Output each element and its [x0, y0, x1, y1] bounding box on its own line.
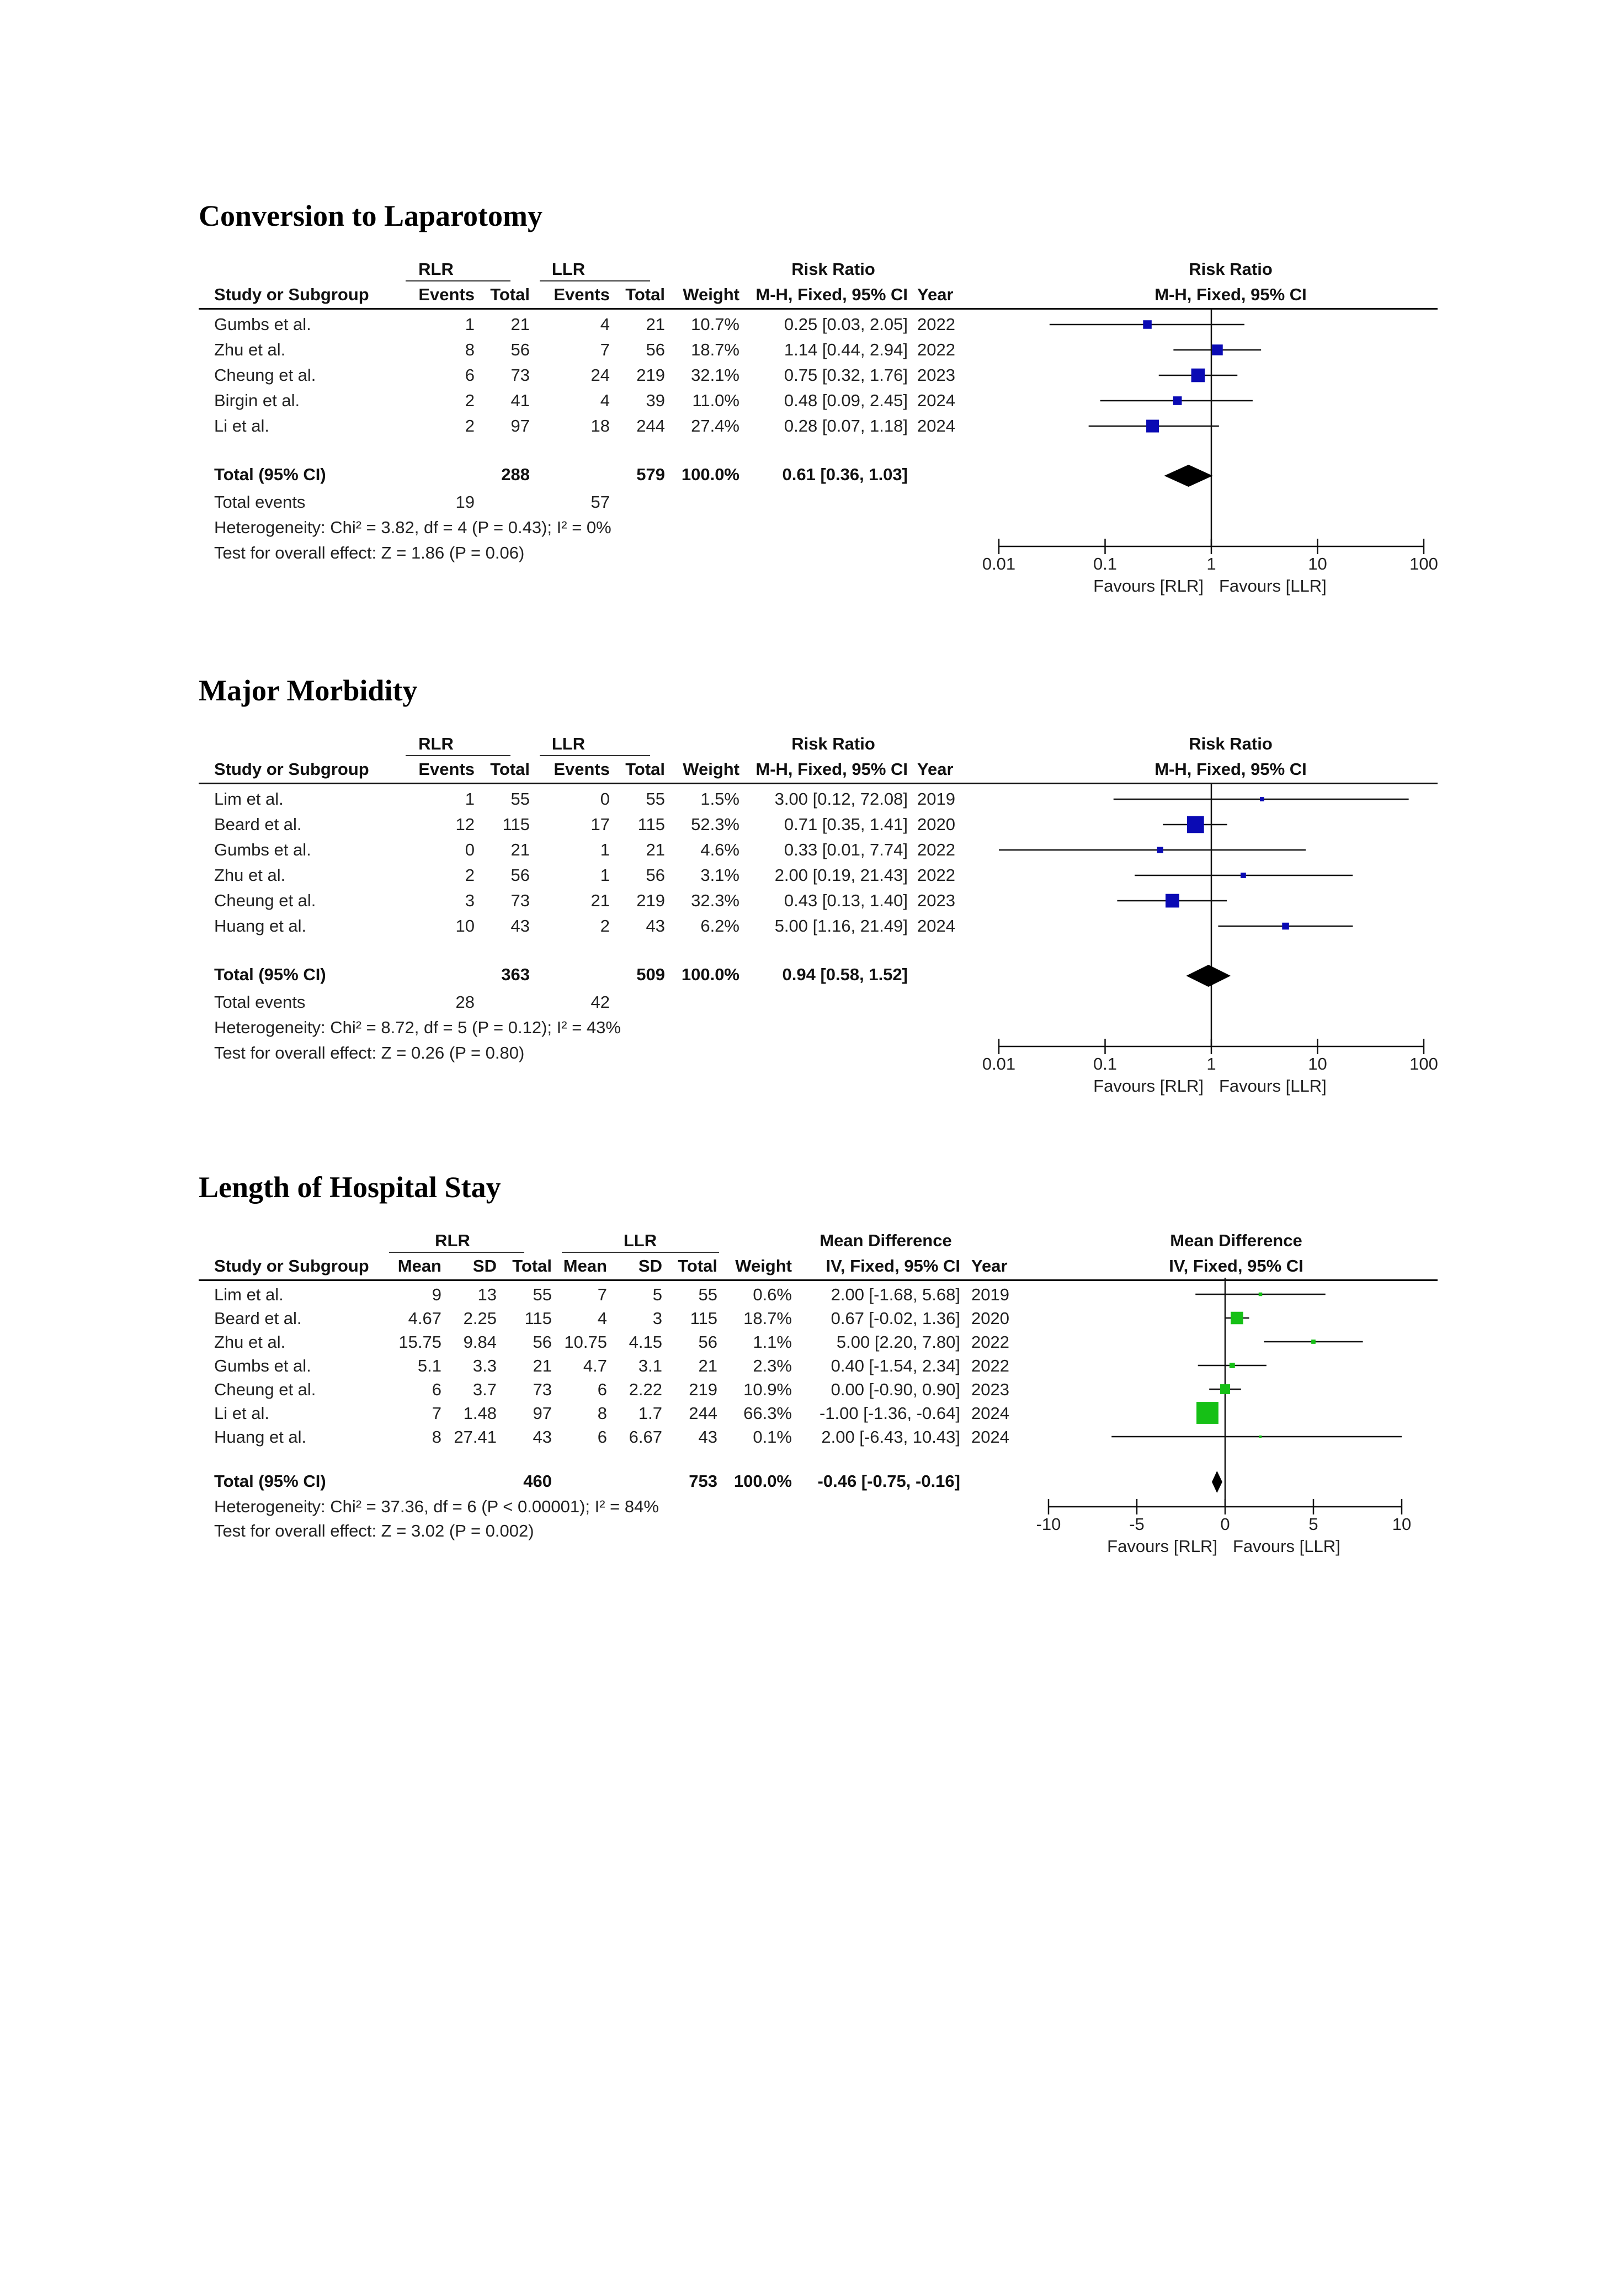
- total2: 244: [636, 416, 665, 435]
- col-header-year: Year: [971, 1256, 1008, 1275]
- effect-square: [1157, 847, 1163, 853]
- total2: 219: [689, 1380, 717, 1399]
- overall-effect-text: Test for overall effect: Z = 1.86 (P = 0.06): [214, 543, 525, 562]
- weight: 18.7%: [691, 340, 739, 359]
- heterogeneity-text: Heterogeneity: Chi² = 37.36, df = 6 (P < 0.00001); I² = 84%: [214, 1497, 659, 1516]
- col-header-events1: Events: [418, 759, 475, 779]
- events1-total: 19: [455, 492, 475, 512]
- year: 2020: [971, 1309, 1009, 1328]
- year: 2022: [917, 865, 955, 885]
- events1: 6: [465, 365, 475, 385]
- measure-header: Mean Difference: [820, 1231, 952, 1250]
- col-header-total2: Total: [678, 1256, 717, 1275]
- sd2: 6.67: [629, 1427, 662, 1447]
- total2: 43: [646, 916, 665, 936]
- col-header-events1: Events: [418, 285, 475, 304]
- events1: 0: [465, 840, 475, 859]
- measure-header: Risk Ratio: [791, 734, 875, 753]
- effect-square: [1143, 320, 1152, 329]
- effect-ci: 2.00 [-6.43, 10.43]: [821, 1427, 960, 1447]
- weight: 32.1%: [691, 365, 739, 385]
- x-tick-label: 0: [1220, 1514, 1230, 1534]
- overall-effect-text: Test for overall effect: Z = 3.02 (P = 0.002): [214, 1521, 534, 1540]
- study-name: Zhu et al.: [214, 865, 286, 885]
- events1: 2: [465, 391, 475, 410]
- total2: 55: [646, 789, 665, 809]
- x-tick-label: 10: [1308, 1054, 1327, 1073]
- events1: 8: [465, 340, 475, 359]
- total1: 21: [510, 840, 530, 859]
- events1-total: 28: [455, 992, 475, 1012]
- events-label: Total events: [214, 992, 306, 1012]
- group2-header: LLR: [551, 734, 586, 753]
- events2: 2: [600, 916, 610, 936]
- effect-ci: 0.71 [0.35, 1.41]: [784, 815, 908, 834]
- study-name: Gumbs et al.: [214, 840, 311, 859]
- total1: 21: [533, 1356, 552, 1375]
- col-header-total1: Total: [490, 285, 530, 304]
- weight: 3.1%: [700, 865, 739, 885]
- plot-method-header: M-H, Fixed, 95% CI: [1154, 759, 1307, 779]
- col-header-study: Study or Subgroup: [214, 1256, 369, 1275]
- events1: 2: [465, 865, 475, 885]
- plot-method-header: M-H, Fixed, 95% CI: [1154, 285, 1307, 304]
- weight: 4.6%: [700, 840, 739, 859]
- events1: 1: [465, 789, 475, 809]
- effect-ci: 0.00 [-0.90, 0.90]: [831, 1380, 960, 1399]
- col-header-ci: IV, Fixed, 95% CI: [826, 1256, 960, 1275]
- mean1: 5.1: [417, 1356, 441, 1375]
- forest-plot: [199, 259, 1440, 602]
- sd1: 13: [477, 1285, 497, 1304]
- sd2: 3.1: [638, 1356, 662, 1375]
- effect-ci: 0.33 [0.01, 7.74]: [784, 840, 908, 859]
- total1: 55: [533, 1285, 552, 1304]
- study-name: Lim et al.: [214, 1285, 284, 1304]
- total-label: Total (95% CI): [214, 1471, 326, 1491]
- year: 2022: [917, 315, 955, 334]
- x-tick-label: 10: [1392, 1514, 1412, 1534]
- weight: 66.3%: [743, 1404, 792, 1423]
- study-name: Beard et al.: [214, 815, 302, 834]
- events2-total: 42: [590, 992, 610, 1012]
- col-header-year: Year: [917, 759, 954, 779]
- mean2: 4: [597, 1309, 607, 1328]
- mean1: 4.67: [408, 1309, 441, 1328]
- study-name: Zhu et al.: [214, 340, 286, 359]
- total2: 21: [646, 315, 665, 334]
- effect-ci: 0.67 [-0.02, 1.36]: [831, 1309, 960, 1328]
- col-header-study: Study or Subgroup: [214, 759, 369, 779]
- total1: 115: [502, 815, 530, 834]
- effect-square: [1259, 1436, 1262, 1438]
- weight: 27.4%: [691, 416, 739, 435]
- events2: 4: [600, 391, 610, 410]
- weight: 10.7%: [691, 315, 739, 334]
- year: 2024: [971, 1404, 1009, 1423]
- total1: 41: [510, 391, 530, 410]
- effect-square: [1260, 797, 1264, 801]
- chart-title: Conversion to Laparotomy: [199, 199, 543, 232]
- total1: 21: [510, 315, 530, 334]
- group1-header: RLR: [418, 734, 454, 753]
- weight: 0.6%: [753, 1285, 792, 1304]
- sd2: 3: [652, 1309, 662, 1328]
- study-name: Lim et al.: [214, 789, 284, 809]
- weight: 6.2%: [700, 916, 739, 936]
- weight: 32.3%: [691, 891, 739, 910]
- col-header-total1: Total: [490, 759, 530, 779]
- total1: 97: [533, 1404, 552, 1423]
- effect-square: [1231, 1312, 1243, 1325]
- effect-ci: 2.00 [0.19, 21.43]: [774, 865, 908, 885]
- total2: 244: [689, 1404, 717, 1423]
- x-tick-label: 1: [1206, 554, 1216, 573]
- events2: 0: [600, 789, 610, 809]
- x-tick-label: 0.1: [1093, 1054, 1118, 1073]
- effect-square: [1146, 419, 1159, 432]
- chart-title: Length of Hospital Stay: [199, 1171, 501, 1204]
- year: 2020: [917, 815, 955, 834]
- study-name: Li et al.: [214, 416, 269, 435]
- effect-ci: 1.14 [0.44, 2.94]: [784, 340, 908, 359]
- total1: 73: [510, 365, 530, 385]
- total2: 55: [698, 1285, 717, 1304]
- total-effect-ci: 0.61 [0.36, 1.03]: [782, 465, 908, 484]
- total-weight: 100.0%: [681, 965, 739, 984]
- year: 2022: [971, 1356, 1009, 1375]
- effect-ci: 0.25 [0.03, 2.05]: [784, 315, 908, 334]
- sd2: 2.22: [629, 1380, 662, 1399]
- study-name: Li et al.: [214, 1404, 269, 1423]
- x-tick-label: 0.1: [1093, 554, 1118, 573]
- weight: 2.3%: [753, 1356, 792, 1375]
- effect-square: [1173, 396, 1182, 405]
- effect-square: [1212, 344, 1223, 355]
- total2: 56: [646, 340, 665, 359]
- study-name: Cheung et al.: [214, 365, 316, 385]
- total-weight: 100.0%: [733, 1471, 792, 1491]
- mean1: 9: [432, 1285, 441, 1304]
- total2: 115: [637, 815, 665, 834]
- mean1: 6: [432, 1380, 441, 1399]
- group1-header: RLR: [435, 1231, 470, 1250]
- x-tick-label: 5: [1308, 1514, 1318, 1534]
- total1: 460: [523, 1471, 552, 1491]
- effect-ci: 5.00 [1.16, 21.49]: [774, 916, 908, 936]
- group1-header: RLR: [418, 259, 454, 279]
- sd1: 3.3: [472, 1356, 497, 1375]
- year: 2022: [917, 840, 955, 859]
- mean2: 7: [597, 1285, 607, 1304]
- effect-ci: 5.00 [2.20, 7.80]: [836, 1332, 960, 1352]
- col-header-weight: Weight: [735, 1256, 792, 1275]
- effect-square: [1166, 894, 1179, 908]
- sd1: 2.25: [463, 1309, 497, 1328]
- events2: 1: [600, 865, 610, 885]
- year: 2023: [971, 1380, 1009, 1399]
- col-header-events2: Events: [554, 285, 610, 304]
- total2: 219: [636, 365, 665, 385]
- study-name: Birgin et al.: [214, 391, 300, 410]
- effect-square: [1196, 1402, 1218, 1424]
- group2-header: LLR: [623, 1231, 657, 1250]
- total-weight: 100.0%: [681, 465, 739, 484]
- forest-plot: [199, 734, 1440, 1098]
- effect-square: [1241, 873, 1246, 878]
- weight: 1.5%: [700, 789, 739, 809]
- favours-right-label: Favours [LLR]: [1219, 1076, 1327, 1096]
- mean1: 15.75: [398, 1332, 441, 1352]
- mean2: 6: [597, 1380, 607, 1399]
- col-header-mean1: Mean: [397, 1256, 441, 1275]
- year: 2019: [917, 789, 955, 809]
- total1: 55: [510, 789, 530, 809]
- col-header-study: Study or Subgroup: [214, 285, 369, 304]
- effect-square: [1311, 1340, 1316, 1344]
- effect-ci: 0.28 [0.07, 1.18]: [784, 416, 908, 435]
- col-header-ci: M-H, Fixed, 95% CI: [755, 759, 908, 779]
- mean2: 8: [597, 1404, 607, 1423]
- study-name: Gumbs et al.: [214, 315, 311, 334]
- effect-square: [1220, 1384, 1230, 1394]
- heterogeneity-text: Heterogeneity: Chi² = 8.72, df = 5 (P = 0.12); I² = 43%: [214, 1018, 621, 1037]
- total2: 43: [698, 1427, 717, 1447]
- col-header-sd2: SD: [638, 1256, 662, 1275]
- effect-ci: 0.48 [0.09, 2.45]: [784, 391, 908, 410]
- col-header-total2: Total: [625, 759, 665, 779]
- events2: 18: [590, 416, 610, 435]
- x-tick-label: 0.01: [982, 554, 1016, 573]
- col-header-total1: Total: [512, 1256, 552, 1275]
- mean1: 8: [432, 1427, 441, 1447]
- year: 2022: [917, 340, 955, 359]
- total2: 579: [636, 465, 665, 484]
- effect-ci: 0.75 [0.32, 1.76]: [784, 365, 908, 385]
- total-label: Total (95% CI): [214, 965, 326, 984]
- effect-square: [1282, 923, 1289, 930]
- weight: 18.7%: [743, 1309, 792, 1328]
- year: 2023: [917, 365, 955, 385]
- events2: 1: [600, 840, 610, 859]
- x-tick-label: 10: [1308, 554, 1327, 573]
- pooled-diamond: [1186, 965, 1231, 987]
- total1: 56: [533, 1332, 552, 1352]
- events2: 4: [600, 315, 610, 334]
- heterogeneity-text: Heterogeneity: Chi² = 3.82, df = 4 (P = 0.43); I² = 0%: [214, 518, 611, 537]
- sd2: 1.7: [638, 1404, 662, 1423]
- events1: 1: [465, 315, 475, 334]
- sd1: 9.84: [463, 1332, 497, 1352]
- study-name: Cheung et al.: [214, 1380, 316, 1399]
- total1: 43: [533, 1427, 552, 1447]
- mean2: 6: [597, 1427, 607, 1447]
- effect-ci: 3.00 [0.12, 72.08]: [774, 789, 908, 809]
- favours-left-label: Favours [RLR]: [1107, 1537, 1217, 1556]
- x-tick-label: -5: [1129, 1514, 1145, 1534]
- study-name: Huang et al.: [214, 916, 307, 936]
- total2: 21: [646, 840, 665, 859]
- events1: 12: [455, 815, 475, 834]
- total1: 56: [510, 340, 530, 359]
- year: 2022: [971, 1332, 1009, 1352]
- total1: 73: [533, 1380, 552, 1399]
- favours-left-label: Favours [RLR]: [1093, 1076, 1204, 1096]
- year: 2023: [917, 891, 955, 910]
- weight: 11.0%: [692, 391, 739, 410]
- plot-method-header: IV, Fixed, 95% CI: [1169, 1256, 1303, 1275]
- total1: 73: [510, 891, 530, 910]
- x-tick-label: 100: [1409, 1054, 1438, 1073]
- total1: 43: [510, 916, 530, 936]
- effect-square: [1187, 816, 1204, 833]
- weight: 10.9%: [743, 1380, 792, 1399]
- group2-header: LLR: [551, 259, 586, 279]
- total1: 56: [510, 865, 530, 885]
- favours-left-label: Favours [RLR]: [1093, 576, 1204, 596]
- weight: 0.1%: [753, 1427, 792, 1447]
- total2: 56: [646, 865, 665, 885]
- events1: 3: [465, 891, 475, 910]
- events2: 17: [590, 815, 610, 834]
- events2: 21: [590, 891, 610, 910]
- plot-measure-header: Risk Ratio: [1189, 259, 1273, 279]
- total-effect-ci: -0.46 [-0.75, -0.16]: [817, 1471, 960, 1491]
- study-name: Zhu et al.: [214, 1332, 286, 1352]
- total2: 115: [690, 1309, 717, 1328]
- pooled-diamond: [1212, 1471, 1222, 1493]
- x-tick-label: 1: [1206, 1054, 1216, 1073]
- sd1: 3.7: [472, 1380, 497, 1399]
- study-name: Beard et al.: [214, 1309, 302, 1328]
- events2: 7: [600, 340, 610, 359]
- weight: 1.1%: [753, 1332, 792, 1352]
- total2: 509: [636, 965, 665, 984]
- events2-total: 57: [590, 492, 610, 512]
- mean2: 10.75: [564, 1332, 607, 1352]
- effect-ci: 0.43 [0.13, 1.40]: [784, 891, 908, 910]
- favours-right-label: Favours [LLR]: [1233, 1537, 1340, 1556]
- total1: 363: [501, 965, 530, 984]
- mean1: 7: [432, 1404, 441, 1423]
- total2: 753: [689, 1471, 717, 1491]
- total2: 21: [698, 1356, 717, 1375]
- sd2: 5: [652, 1285, 662, 1304]
- events-label: Total events: [214, 492, 306, 512]
- study-name: Cheung et al.: [214, 891, 316, 910]
- sd1: 27.41: [454, 1427, 497, 1447]
- year: 2024: [917, 391, 955, 410]
- col-header-total2: Total: [625, 285, 665, 304]
- measure-header: Risk Ratio: [791, 259, 875, 279]
- total1: 288: [501, 465, 530, 484]
- col-header-mean2: Mean: [563, 1256, 607, 1275]
- col-header-year: Year: [917, 285, 954, 304]
- events2: 24: [590, 365, 610, 385]
- total2: 56: [698, 1332, 717, 1352]
- effect-ci: 0.40 [-1.54, 2.34]: [831, 1356, 960, 1375]
- study-name: Huang et al.: [214, 1427, 307, 1447]
- col-header-events2: Events: [554, 759, 610, 779]
- year: 2024: [971, 1427, 1009, 1447]
- events1: 2: [465, 416, 475, 435]
- mean2: 4.7: [583, 1356, 607, 1375]
- total2: 219: [636, 891, 665, 910]
- effect-square: [1191, 369, 1205, 382]
- year: 2024: [917, 416, 955, 435]
- events1: 10: [455, 916, 475, 936]
- col-header-ci: M-H, Fixed, 95% CI: [755, 285, 908, 304]
- effect-ci: 2.00 [-1.68, 5.68]: [831, 1285, 960, 1304]
- chart-title: Major Morbidity: [199, 674, 418, 707]
- col-header-weight: Weight: [683, 759, 739, 779]
- total-label: Total (95% CI): [214, 465, 326, 484]
- effect-square: [1259, 1293, 1263, 1296]
- year: 2019: [971, 1285, 1009, 1304]
- year: 2024: [917, 916, 955, 936]
- overall-effect-text: Test for overall effect: Z = 0.26 (P = 0.80): [214, 1043, 525, 1062]
- sd1: 1.48: [463, 1404, 497, 1423]
- total-effect-ci: 0.94 [0.58, 1.52]: [782, 965, 908, 984]
- effect-ci: -1.00 [-1.36, -0.64]: [819, 1404, 960, 1423]
- plot-measure-header: Mean Difference: [1170, 1231, 1302, 1250]
- x-tick-label: -10: [1036, 1514, 1061, 1534]
- x-tick-label: 100: [1409, 554, 1438, 573]
- pooled-diamond: [1164, 465, 1213, 487]
- sd2: 4.15: [629, 1332, 662, 1352]
- x-tick-label: 0.01: [982, 1054, 1016, 1073]
- study-name: Gumbs et al.: [214, 1356, 311, 1375]
- favours-right-label: Favours [LLR]: [1219, 576, 1327, 596]
- col-header-sd1: SD: [472, 1256, 497, 1275]
- total2: 39: [646, 391, 665, 410]
- weight: 52.3%: [691, 815, 739, 834]
- effect-square: [1230, 1363, 1235, 1368]
- total1: 115: [524, 1309, 552, 1328]
- forest-plot: [199, 1231, 1440, 1573]
- col-header-weight: Weight: [683, 285, 739, 304]
- plot-measure-header: Risk Ratio: [1189, 734, 1273, 753]
- total1: 97: [510, 416, 530, 435]
